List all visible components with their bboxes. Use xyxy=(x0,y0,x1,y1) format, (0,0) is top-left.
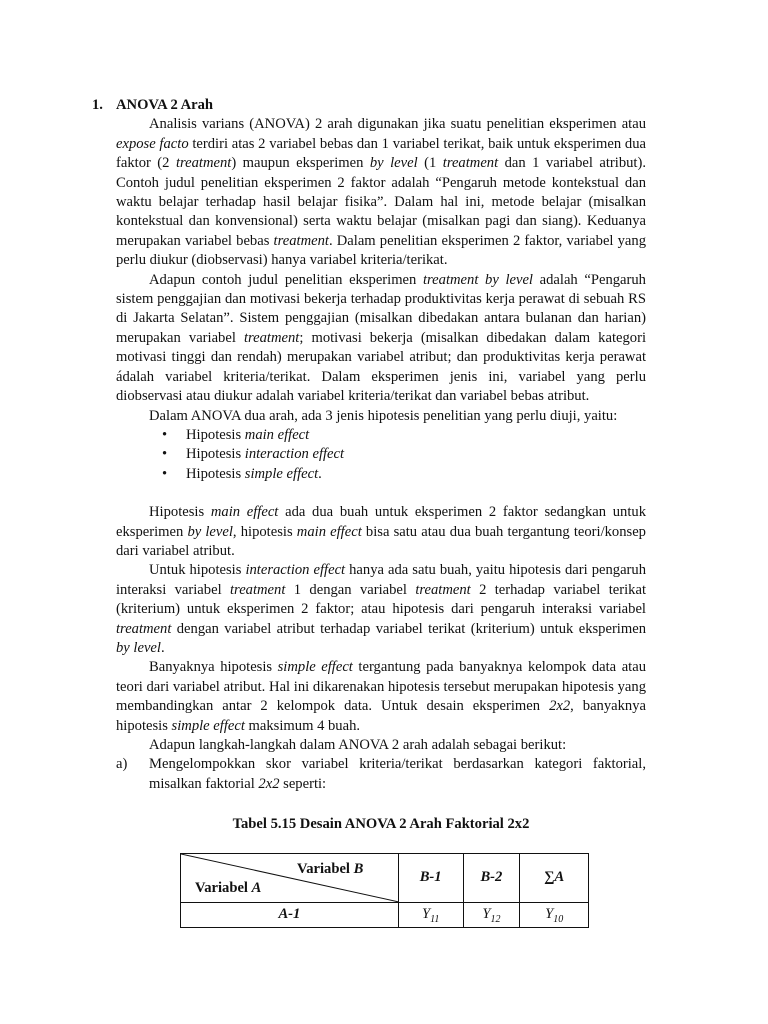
italic-run: treatment xyxy=(116,620,172,637)
cell-symbol: Y xyxy=(545,905,554,922)
text-run: . xyxy=(160,639,165,656)
table-corner-cell xyxy=(181,853,399,902)
italic-run: expose facto xyxy=(116,135,189,152)
italic-run: treatment xyxy=(230,581,286,598)
text-run: 2 terhadap variabel terikat (kriterium) untuk eksperimen 2 faktor; atau hipotesis dari pengaruh interaksi variabel xyxy=(116,581,646,618)
hypothesis-list xyxy=(116,426,646,484)
section-title: ANOVA 2 Arah xyxy=(116,97,214,113)
text-run: Hipotesis xyxy=(186,426,245,443)
cell-symbol: Y xyxy=(421,905,431,922)
italic-run: B xyxy=(353,860,364,877)
text-run: Hipotesis xyxy=(186,465,245,482)
italic-run: by level xyxy=(116,639,161,656)
italic-run: interaction effect xyxy=(244,446,345,463)
text-run: dengan variabel atribut terhadap variabel terikat (kriterium) untuk eksperimen xyxy=(171,620,646,637)
paragraph-hypothesis-intro: Dalam ANOVA dua arah, ada 3 jenis hipotesis penelitian yang perlu diuji, yaitu: xyxy=(149,407,618,424)
row-variable-label xyxy=(195,879,261,898)
italic-run: simple effect xyxy=(277,659,353,676)
bullet-icon: • xyxy=(162,426,168,443)
italic-run: main effect xyxy=(244,426,310,443)
table-cell xyxy=(463,902,520,927)
cell-subscript: 11 xyxy=(430,913,440,925)
text-run: terdiri atas 2 variabel bebas dan 1 variabel terikat, baik untuk eksperimen dua faktor (2 xyxy=(116,135,646,172)
text-run: bisa satu atau dua buah tergantung teori/konsep dari variabel atribut. xyxy=(116,523,646,559)
italic-run: simple effect xyxy=(171,717,245,734)
italic-run: treatment xyxy=(243,329,300,346)
italic-run: main effect xyxy=(210,504,279,521)
column-header: B-1 xyxy=(398,853,463,902)
step-text xyxy=(149,755,646,794)
text-run: ; motivasi bekerja (misalkan dibedakan dalam kategori motivasi tinggi dan rendah) merupakan variabel atribut; dan produktivitas kerja perawat ádalah variabel kriteria/terikat. Dalam eksperimen jenis ini, variabel yang perlu diobservasi atau diukur adalah variabel kriteria/terikat dan variabel bebas atribut. xyxy=(116,329,646,405)
text-run: adalah “Pengaruh sistem penggajian dan motivasi bekerja terhadap produktivitas kerja perawat di sebuah RS di Jakarta Selatan”. Sistem penggajian (misalkan dibedakan antara bulanan dan harian) merupakan variabel xyxy=(116,271,646,346)
bullet-icon: • xyxy=(162,465,168,482)
cell-subscript: 10 xyxy=(553,913,564,925)
bullet-icon: • xyxy=(162,446,168,463)
text-run: , banyaknya hipotesis xyxy=(116,698,646,734)
paragraph-main-effect xyxy=(116,503,646,561)
table-caption: Tabel 5.15 Desain ANOVA 2 Arah Faktorial 2x2 xyxy=(232,816,530,833)
italic-run: by level xyxy=(369,155,418,172)
text-run: ada dua buah untuk eksperimen 2 faktor sedangkan untuk eksperimen xyxy=(116,504,647,540)
step-marker: a) xyxy=(116,756,128,773)
list-item xyxy=(162,445,646,464)
italic-run: interaction effect xyxy=(245,562,346,579)
paragraph-interaction-effect xyxy=(116,561,646,658)
column-header: ∑A xyxy=(520,853,589,902)
text-run: , hipotesis xyxy=(232,523,297,540)
italic-run: treatment xyxy=(415,581,471,598)
column-variable-label xyxy=(297,860,363,879)
table-cell xyxy=(398,902,463,927)
cell-symbol: Y xyxy=(482,905,491,922)
text-run: Analisis varians (ANOVA) 2 arah digunakan jika suatu penelitian eksperimen atau xyxy=(149,116,646,133)
step-item xyxy=(116,755,646,794)
row-label: A-1 xyxy=(181,902,399,927)
text-run: seperti: xyxy=(279,775,327,792)
text-run: Untuk hipotesis xyxy=(149,562,246,579)
italic-run: by level xyxy=(187,523,233,540)
column-header: B-2 xyxy=(463,853,520,902)
italic-run: 2x2 xyxy=(549,698,571,715)
table-row xyxy=(181,902,589,927)
anova-design-table xyxy=(180,853,589,928)
text-run: Adapun contoh judul penelitian eksperimen xyxy=(149,271,423,288)
list-item xyxy=(162,465,646,484)
paragraph-intro xyxy=(116,115,646,270)
document-content xyxy=(92,96,647,928)
text-run: tergantung pada banyaknya kelompok data atau teori dari variabel atribut. Hal ini dikarenakan hipotesis tersebut merupakan hipotesis yang membandingkan antar 2 kelompok data. Untuk desain eksperimen xyxy=(116,659,646,715)
text-run: . xyxy=(318,465,322,482)
table-cell xyxy=(520,902,589,927)
section-number: 1. xyxy=(92,97,103,113)
cell-subscript: 12 xyxy=(490,913,501,925)
text-run: (1 xyxy=(417,155,443,172)
text-run: Hipotesis xyxy=(149,504,211,521)
text-run: hanya ada satu buah, yaitu hipotesis dari pengaruh interaksi variabel xyxy=(116,562,646,598)
italic-run: simple effect xyxy=(244,465,319,482)
text-run: . Dalam penelitian eksperimen 2 faktor, variabel yang perlu diukur (diobservasi) hanya variabel kriteria/terikat. xyxy=(116,232,647,269)
italic-run: 2x2 xyxy=(258,775,280,792)
italic-run: main effect xyxy=(296,523,362,540)
italic-run: treatment xyxy=(175,155,232,172)
list-item xyxy=(162,426,646,445)
italic-run: treatment by level xyxy=(422,271,533,288)
italic-run: A xyxy=(251,879,262,896)
paragraph-simple-effect xyxy=(116,658,646,736)
text-run: Variabel xyxy=(195,879,252,896)
paragraph-example xyxy=(116,271,646,407)
text-run: ) maupun eksperimen xyxy=(231,155,370,172)
text-run: maksimum 4 buah. xyxy=(244,717,361,734)
paragraph-steps-intro: Adapun langkah-langkah dalam ANOVA 2 arah adalah sebagai berikut: xyxy=(149,737,567,753)
text-run: Variabel xyxy=(297,860,354,877)
table-header-row xyxy=(181,853,589,902)
text-run: dan 1 variabel atribut). Contoh judul penelitian eksperimen 2 faktor adalah “Pengaruh metode kontekstual dan waktu belajar terhadap hasil belajar fisika”. Dalam hal ini, metode belajar (misalkan kontekstual dan konvensional) serta waktu belajar (misalkan pagi dan siang). Keduanya merupakan variabel bebas xyxy=(116,155,646,249)
text-run: Banyaknya hipotesis xyxy=(149,659,278,676)
text-run: Hipotesis xyxy=(186,446,245,463)
italic-run: treatment xyxy=(442,155,499,172)
text-run: 1 dengan variabel xyxy=(285,581,416,598)
text-run: Mengelompokkan skor variabel kriteria/terikat berdasarkan kategori faktorial, misalkan faktorial xyxy=(149,756,646,792)
steps-list xyxy=(116,755,646,794)
italic-run: treatment xyxy=(273,232,329,249)
section-heading xyxy=(92,96,646,115)
